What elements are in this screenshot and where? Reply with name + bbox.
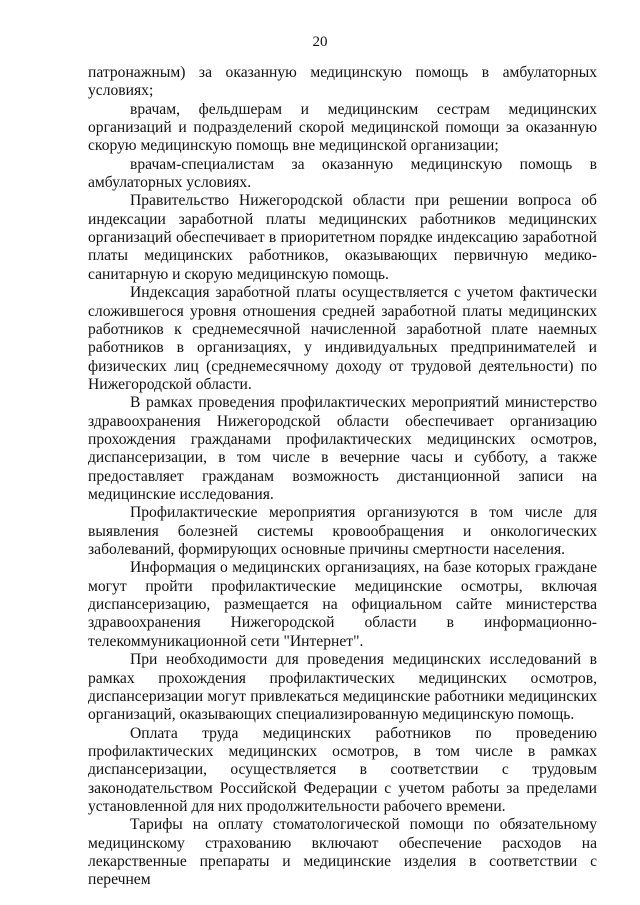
paragraph: Правительство Нижегородской области при решении вопроса об индексации заработной платы медицинских работников медицинских организаций обеспечивает в приоритетном порядке индексацию заработной платы медицинских работников, оказывающих первичную медико-санитарную и скорую медицинскую помощь. bbox=[88, 192, 597, 283]
paragraph: врачам, фельдшерам и медицинским сестрам медицинских организаций и подразделений скорой медицинской помощи за оказанную скорую медицинскую помощь вне медицинской организации; bbox=[88, 100, 597, 155]
paragraph: При необходимости для проведения медицинских исследований в рамках прохождения профилактических медицинских осмотров, диспансеризации могут привлекаться медицинские работники медицинских организаций, оказывающих специализированную медицинскую помощь. bbox=[88, 651, 597, 724]
paragraph: Профилактические мероприятия организуются в том числе для выявления болезней системы кровообращения и онкологических заболеваний, формирующих основные причины смертности населения. bbox=[88, 504, 597, 559]
page-number: 20 bbox=[312, 34, 328, 50]
paragraph: Тарифы на оплату стоматологической помощи по обязательному медицинскому страхованию включают обеспечение расходов на лекарственные препараты и медицинские изделия в соответствии с перечнем bbox=[88, 816, 597, 889]
body-text bbox=[88, 64, 597, 889]
paragraph-continued: патронажным) за оказанную медицинскую помощь в амбулаторных условиях; bbox=[88, 64, 597, 100]
paragraph: Индексация заработной платы осуществляется с учетом фактически сложившегося уровня отношения средней заработной платы медицинских работников к среднемесячной начисленной заработной плате наемных работников в организациях, у индивидуальных предпринимателей и физических лиц (среднемесячному доходу от трудовой деятельности) по Нижегородской области. bbox=[88, 284, 597, 393]
paragraph: Информация о медицинских организациях, на базе которых граждане могут пройти профилактические медицинские осмотры, включая диспансеризацию, размещается на официальном сайте министерства здравоохранения Нижегородской области в информационно-телекоммуникационной сети "Интернет". bbox=[88, 559, 597, 650]
paragraph: врачам-специалистам за оказанную медицинскую помощь в амбулаторных условиях. bbox=[88, 155, 597, 192]
paragraph: В рамках проведения профилактических мероприятий министерство здравоохранения Нижегородской области обеспечивает организацию прохождения гражданами профилактических медицинских осмотров, диспансеризации, в том числе в вечерние часы и субботу, а также предоставляет гражданам возможность дистанционной записи на медицинские исследования. bbox=[88, 394, 597, 503]
paragraph: Оплата труда медицинских работников по проведению профилактических медицинских осмотров, в том числе в рамках диспансеризации, осуществляется в соответствии с трудовым законодательством Российской Федерации с учетом работы за пределами установленной для них продолжительности рабочего времени. bbox=[88, 724, 597, 815]
